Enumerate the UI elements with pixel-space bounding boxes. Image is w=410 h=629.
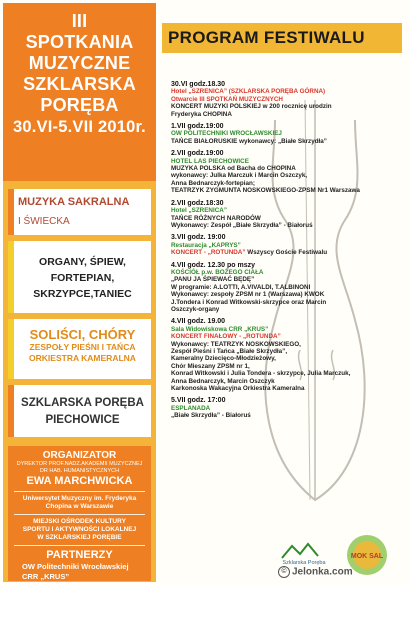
left-column: [3, 3, 156, 629]
event-venue: Hotel „SZRENICA” (SZKLARSKA PORĘBA GÓRNA): [171, 88, 326, 96]
event-line: „PANU JA ŚPIEWAĆ BĘDĘ”: [171, 276, 255, 284]
divider: [14, 514, 145, 515]
event-item: [171, 318, 405, 392]
partner-item: OW „SIŁA”: [22, 590, 62, 600]
event-line: Anna Bednarczyk, Marcin Oszczyk: [171, 377, 275, 385]
divider: [14, 491, 145, 492]
event-line: TEATRZYK ZYGMUNTA NOSKOWSKIEGO-ZPSM Nr1 Warszawa: [171, 187, 360, 195]
event-concert: KONCERT - „ROTUNDA”: [171, 249, 246, 257]
organizers-box: [8, 446, 151, 629]
program-list: [171, 81, 405, 425]
genre-line-2: I ŚWIECKA: [18, 216, 70, 227]
event-date: 1.VII godz.19:00: [171, 123, 224, 131]
festival-title-box: [3, 3, 156, 181]
event-venue-2: Otwarcie III SPOTKAŃ MUZYCZNYCH: [171, 95, 283, 103]
instruments-line: FORTEPIAN,: [50, 272, 115, 284]
event-date: 30.VI godz.18.30: [171, 81, 226, 88]
event-line: Wykonawcy: TEATRZYK NOSKOWSKIEGO,: [171, 340, 301, 348]
event-line: TAŃCE RÓŻNYCH NARODÓW: [171, 214, 261, 222]
title-line: SPOTKANIA: [25, 32, 134, 52]
event-venue: HOTEL LAS PIECHOWICE: [171, 157, 249, 165]
event-line: Oszczyk-organy: [171, 305, 220, 313]
organizer-title-2: DR HAB. HUMANISTYCZNYCH: [39, 467, 120, 474]
event-line: Fryderyka CHOPINA: [171, 110, 232, 118]
event-venue: Restauracja „KAPRYS”: [171, 241, 241, 249]
mosk-line-1: MIEJSKI OŚRODEK KULTURY: [33, 518, 126, 525]
event-venue: OW POLITECHNIKI WROCŁAWSKIEJ: [171, 130, 282, 138]
location-line: SZKLARSKA PORĘBA: [21, 397, 144, 409]
event-date: 2.VII godz.18:30: [171, 199, 224, 207]
box-accent: [8, 385, 14, 437]
event-item: [171, 234, 405, 256]
event-venue: Hotel „SZRENICA”: [171, 207, 227, 215]
instruments-line: ORGANY, ŚPIEW,: [39, 256, 126, 268]
performers-line-3: ORKIESTRA KAMERALNA: [29, 353, 136, 363]
partner-item: Hotel „LAS”: [22, 581, 66, 591]
partner-item: CRR „KRUS”: [22, 571, 70, 581]
event-line: W programie: A.LOTTI, A.VIVALDI, T.ALBINONI: [171, 283, 311, 291]
title-line: SZKLARSKA: [23, 74, 136, 94]
mosk-line-2: SPORTU I AKTYWNOŚCI LOKALNEJ: [22, 526, 137, 533]
title-line: III: [71, 11, 88, 31]
locations-box: [8, 385, 151, 437]
event-line: MUZYKA POLSKA od Bacha do CHOPINA: [171, 165, 296, 173]
event-line: Wykonawcy: Zespół „Białe Skrzydła” - Białoruś: [171, 221, 313, 229]
organizer-name: EWA MARCHWICKA: [26, 475, 133, 487]
instruments-box: [8, 241, 151, 313]
program-title: PROGRAM FESTIWALU: [168, 28, 365, 47]
university-line-1: Uniwersytet Muzyczny im. Fryderyka: [22, 495, 137, 502]
watermark-text: Jelonka.com: [292, 566, 353, 578]
event-line: wykonawcy: Julka Marczuk i Marcin Oszczyk,: [171, 172, 308, 180]
instruments-line: SKRZYPCE,TANIEC: [33, 288, 132, 300]
logo-text: MOK SAL: [350, 553, 384, 560]
event-item: [171, 123, 405, 145]
event-line: Wszyscy Goście Festiwalu: [247, 249, 328, 257]
box-accent: [8, 241, 14, 313]
organizer-heading: ORGANIZATOR: [42, 450, 117, 461]
event-item: [171, 397, 405, 419]
location-line: PIECHOWICE: [45, 414, 120, 426]
title-line: MUZYCZNE: [28, 53, 131, 73]
organizer-title: DYREKTOR PROF.NADZ.AKADEMII MUZYCZNEJ: [16, 461, 143, 467]
event-line: Chór Mieszany ZPSM nr 1,: [171, 362, 250, 370]
genre-box: [8, 189, 151, 235]
partner-item: OW Politechniki Wrocławskiej: [22, 562, 129, 571]
event-concert: KONCERT FINAŁOWY - „ROTUNDA”: [171, 333, 281, 341]
box-accent: [8, 319, 14, 379]
partner-item: Kościół p.w. BOŻEGO CIAŁA: [22, 609, 126, 619]
event-line: Wykonawcy: zespoły ZPSM nr 1 (Warszawa) KWOK: [171, 291, 325, 299]
partner-item: Hotel „SZRENICA”: [22, 600, 89, 610]
event-line: Kameralny Dziecięco-Młodzieżowy,: [171, 355, 276, 363]
event-item: [171, 150, 405, 194]
event-item: [171, 262, 405, 314]
title-line: PORĘBA: [40, 95, 119, 115]
copyright-icon: ©: [278, 566, 290, 578]
event-line: TAŃCE BIAŁORUSKIE wykonawcy: „Białe Skrzydła”: [171, 137, 327, 145]
event-date: 4.VII godz. 19.00: [171, 318, 226, 326]
festival-dates: 30.VI-5.VII 2010r.: [13, 118, 146, 136]
program-header: [162, 23, 402, 53]
event-line: Anna Bednarczyk-fortepian;: [171, 179, 255, 187]
event-date: 2.VII godz.19:00: [171, 150, 224, 158]
genre-line-1: MUZYKA SAKRALNA: [18, 196, 130, 208]
box-accent: [8, 189, 14, 235]
szklarska-poreba-logo: [278, 540, 330, 566]
event-item: [171, 200, 405, 230]
event-line: KONCERT MUZYKI POLSKIEJ w 200 rocznicę urodzin: [171, 103, 332, 111]
performers-line-2: ZESPOŁY PIEŚNI I TAŃCA: [29, 342, 136, 352]
event-venue: ESPLANADA: [171, 404, 211, 412]
divider: [14, 545, 145, 546]
performers-line-1: SOLIŚCI, CHÓRY: [29, 327, 136, 342]
logo-text: Szklarska Poręba: [282, 560, 326, 566]
event-line: Konrad Witkowski i Julia Tondera - skrzypce, Julia Marczuk,: [171, 370, 351, 378]
partners-heading: PARTNERZY: [46, 549, 113, 561]
performers-box: [8, 319, 151, 379]
event-item: [171, 81, 405, 118]
event-date: 3.VII godz. 19:00: [171, 234, 226, 242]
event-date: 5.VII godz. 17:00: [171, 397, 226, 405]
watermark: [278, 566, 353, 578]
event-line: J.Tondera i Konrad Witkowski-skrzypce oraz Marcin: [171, 298, 327, 306]
event-line: Zespół Pieśni i Tańca „Białe Skrzydła”,: [171, 348, 288, 355]
partner-item: Restauracja „KAPRYS”: [22, 619, 106, 629]
event-venue: Sala Widowiskowa CRR „KRUS”: [171, 325, 269, 333]
event-line: Karkonoska Wakacyjna Orkiestra Kameralna: [171, 385, 305, 393]
mosk-line-3: W SZKLARSKIEJ PORĘBIE: [37, 534, 122, 541]
event-line: „Białe Skrzydła” - Białoruś: [171, 412, 251, 420]
event-date: 4.VII godz. 12.30 po mszy: [171, 261, 256, 269]
university-line-2: Chopina w Warszawie: [45, 503, 114, 510]
event-venue: KOŚCIÓŁ p.w. BOŻEGO CIAŁA: [171, 268, 264, 276]
